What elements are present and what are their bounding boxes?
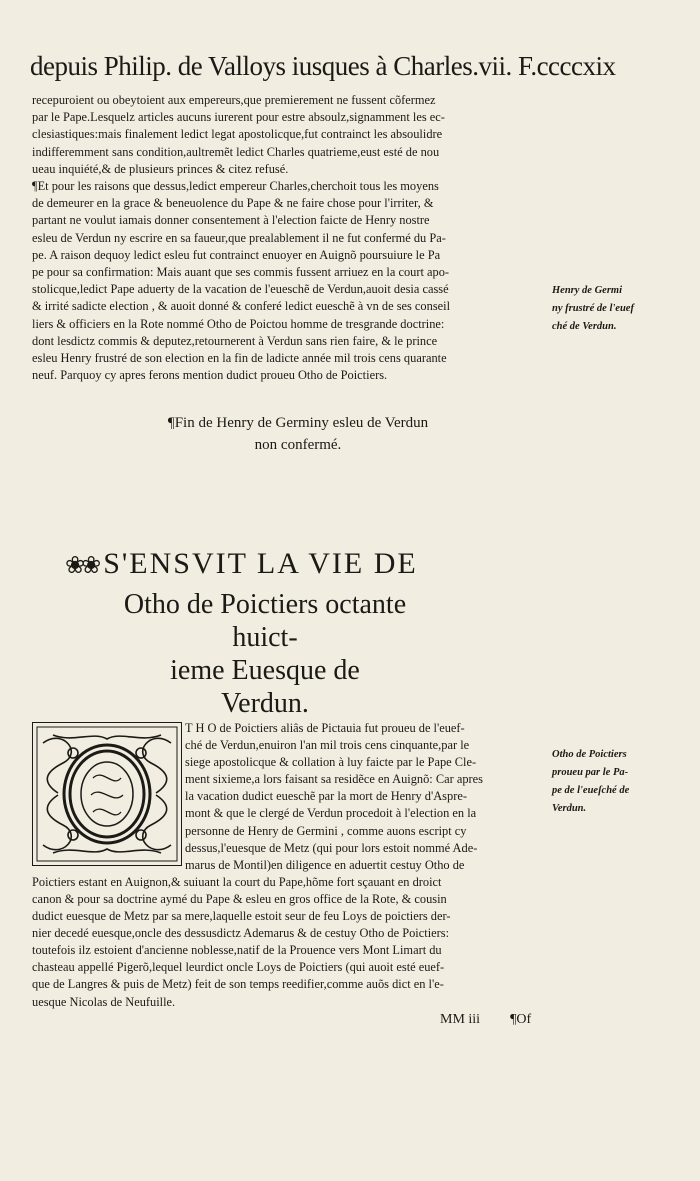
text-line: mont & que le clergé de Verdun procedoit à l'election en la [185, 806, 477, 821]
text-line: par le Pape.Lesquelz articles aucuns iurerent pour estre absoulz,signamment les ec- [32, 110, 445, 125]
margin-note-henry [552, 282, 692, 336]
subtitle-line: Otho de Poictiers octante huict- [123, 589, 407, 653]
text-line: ment sixieme,a lors faisant sa residẽce en Auignõ: Car apres [185, 772, 483, 787]
text-line: T H O de Poictiers aliâs de Pictauia fut proueu de l'euef- [185, 721, 465, 735]
running-header: depuis Philip. de Valloys iusques à Charles.vii. F.ccccxix [30, 51, 616, 81]
signature-mark: MM iii [440, 1012, 481, 1027]
text-line: partant ne voulut iamais donner consentement à l'election faicte de Henry nostre [32, 213, 430, 228]
text-line: liers & officiers en la Rote nommé Otho de Poictou homme de tresgrande doctrine: [32, 316, 445, 331]
text-line: pe. A raison dequoy ledict esleu fut contrainct enuoyer en Auignõ poursuiure le Pa [32, 247, 441, 262]
text-line: ¶Et pour les raisons que dessus,ledict empereur Charles,cherchoit tous les moyens [32, 179, 439, 193]
fin-line: ¶Fin de Henry de Germiny esleu de Verdun [167, 415, 429, 431]
margin-note-line: Otho de Poictiers [552, 749, 627, 760]
text-line: dessus,l'euesque de Metz (qui pour lors estoit nommé Ade- [185, 840, 478, 855]
text-line: clesiastiques:mais finalement ledict legat apostolicque,fut contrainct les absoulidre [32, 127, 443, 142]
fin-heading [108, 412, 488, 456]
text-line: dont lesdictz commis & deputez,retournerent à Verdun sans rien faire, & le prince [32, 333, 438, 348]
text-line: indifferemment sans condition,aultremẽt ledict Charles quatrieme,eust esté de nou [32, 144, 440, 159]
text-line: dudict euesque de Metz par sa mere,laquelle estoit seur de feu Loys de poictiers der- [32, 909, 451, 924]
catchword: ¶Of [510, 1012, 532, 1027]
paragraph-continuation [32, 92, 550, 178]
section-title-text: S'ENSVIT LA VIE DE [103, 547, 418, 580]
text-line: Poictiers estant en Auignon,& suiuant la court du Pape,hõme fort sçauant en droict [32, 874, 442, 889]
text-line: uesque Nicolas de Neufuille. [32, 994, 176, 1009]
margin-note-line: pe de l'eueſché de [552, 785, 630, 796]
paragraph-main [32, 178, 550, 384]
text-line: neuf. Parquoy cy apres ferons mention dudict proueu Otho de Poictiers. [32, 368, 388, 383]
text-line: ueau inquiété,& de plusieurs princes & citez refusé. [32, 161, 289, 176]
margin-note-line: Verdun. [552, 803, 587, 814]
subtitle-line: ieme Euesque de [170, 655, 360, 686]
text-line: esleu Henry frustré de son election en la fin de ladicte année mil trois cens quarante [32, 351, 447, 366]
text-line: la vacation dudict eueschẽ par la mort de Henry d'Aspre- [185, 789, 467, 804]
text-line: recepuroient ou obeytoient aux empereurs,que premierement ne fussent cõfermez [32, 93, 436, 107]
margin-note-line: Henry de Germi [552, 285, 622, 296]
paragraph-otho [32, 720, 552, 1011]
text-line: siege apostolicque & collation à luy faicte par le Pape Cle- [185, 755, 477, 770]
text-line: esleu de Verdun ny escrire en sa faueur,que prealablement il ne fut confermé du Pa- [32, 230, 446, 245]
text-line: que de Langres & puis de Metz) feit de son temps reedifier,comme auõs dict en l'e- [32, 977, 444, 992]
margin-note-line: ché de Verdun. [552, 321, 617, 332]
text-line: marus de Montil)en diligence en aduertit cestuy Otho de [185, 857, 465, 872]
margin-note-line: ny frustré de l'euef [552, 303, 634, 314]
chapter-subtitle [90, 588, 440, 720]
text-line: ché de Verdun,enuiron l'an mil trois cens cinquante,par le [185, 738, 470, 753]
text-line: de demeurer en la grace & beneuolence du Pape & ne faire chose pour l'irriter, & [32, 196, 434, 211]
text-line: chasteau appellé Pigerõ,lequel leurdict oncle Loys de Poictiers (qui auoit esté euef- [32, 960, 445, 975]
text-line: & irrité sadicte election , & auoit donné & conferé ledict eueschẽ à vn de ses conseil [32, 299, 451, 314]
text-line: canon & pour sa doctrine aymé du Pape & esleu en gros office de la Rote, & cousin [32, 891, 447, 906]
margin-note-otho [552, 746, 692, 818]
fleuron-icon: ❀❀ [65, 553, 98, 579]
text-line: toutefois ilz estoient d'ancienne noblesse,natif de la Prouence vers Mont Limart du [32, 943, 442, 958]
fin-line: non confermé. [254, 437, 342, 453]
section-title [65, 544, 515, 586]
subtitle-line: Verdun. [221, 688, 309, 719]
margin-note-line: proueu par le Pa- [552, 767, 629, 778]
text-line: personne de Henry de Germini , comme auons escript cy [185, 823, 467, 838]
text-line: stolicque,ledict Pape aduerty de la vacation de l'eueschẽ de Verdun,auoit desia cassé [32, 282, 449, 297]
text-line: nier decedé euesque,oncle des dessusdictz Ademarus & de cestuy Otho de Poictiers: [32, 926, 450, 941]
signature-line [440, 1012, 570, 1028]
text-line: pe pour sa confirmation: Mais auant que ses commis fussent arriuez en la court apo- [32, 265, 450, 280]
